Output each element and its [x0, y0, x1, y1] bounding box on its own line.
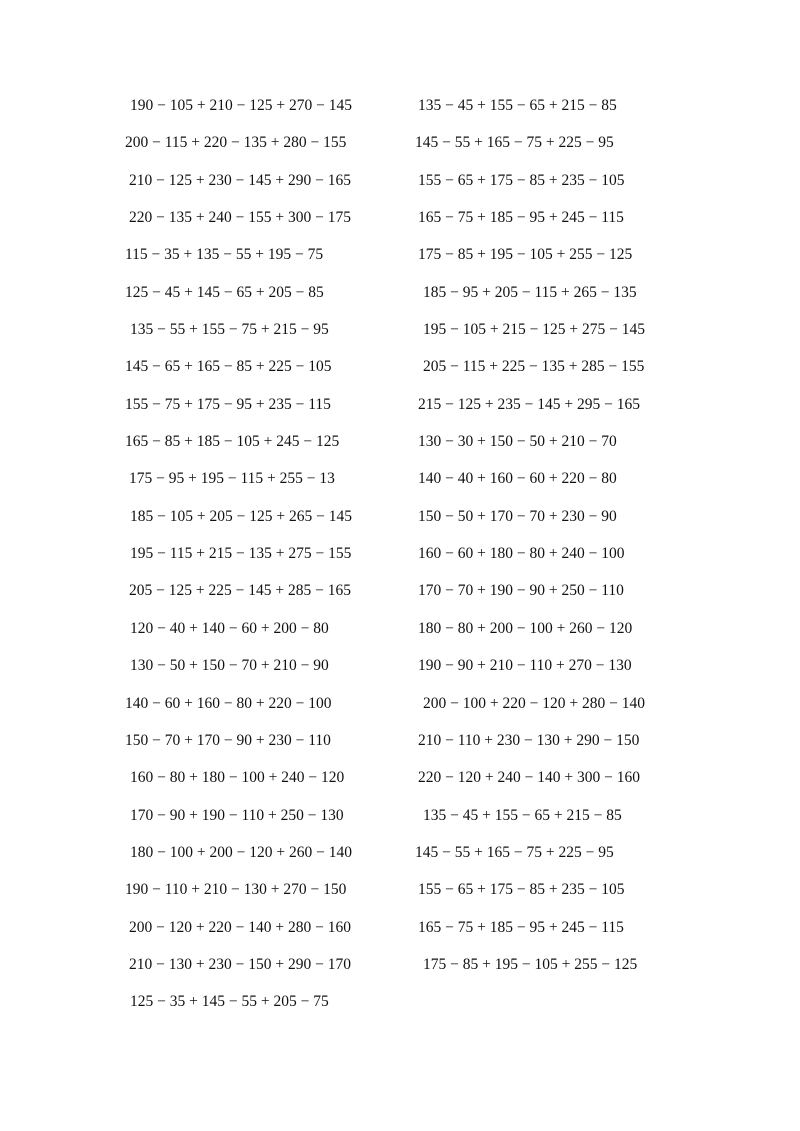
- expression-row: 180 − 100 + 200 − 120 + 260 − 140: [130, 843, 352, 861]
- expression-row: 200 − 120 + 220 − 140 + 280 − 160: [129, 918, 351, 936]
- expression-row: 220 − 120 + 240 − 140 + 300 − 160: [418, 769, 640, 787]
- expression-row: 165 − 75 + 185 − 95 + 245 − 115: [418, 918, 624, 936]
- expression-row: 185 − 105 + 205 − 125 + 265 − 145: [130, 507, 352, 525]
- expression-row: 220 − 135 + 240 − 155 + 300 − 175: [129, 209, 351, 227]
- expression-row: 210 − 125 + 230 − 145 + 290 − 165: [129, 171, 351, 189]
- right-expression-column: [413, 94, 645, 990]
- expression-row: 200 − 100 + 220 − 120 + 280 − 140: [423, 694, 645, 712]
- expression-row: 200 − 115 + 220 − 135 + 280 − 155: [125, 134, 347, 152]
- expression-row: 145 − 65 + 165 − 85 + 225 − 105: [125, 358, 332, 376]
- expression-row: 195 − 105 + 215 − 125 + 275 − 145: [423, 321, 645, 339]
- expression-row: 205 − 115 + 225 − 135 + 285 − 155: [423, 358, 645, 376]
- expression-row: 130 − 30 + 150 − 50 + 210 − 70: [418, 433, 617, 451]
- expression-row: 170 − 90 + 190 − 110 + 250 − 130: [130, 806, 344, 824]
- expression-row: 210 − 130 + 230 − 150 + 290 − 170: [129, 955, 351, 973]
- expression-row: 165 − 85 + 185 − 105 + 245 − 125: [125, 433, 340, 451]
- expression-row: 175 − 95 + 195 − 115 + 255 − 13: [129, 470, 335, 488]
- expression-row: 145 − 55 + 165 − 75 + 225 − 95: [415, 134, 614, 152]
- expression-row: 145 − 55 + 165 − 75 + 225 − 95: [415, 843, 614, 861]
- expression-row: 130 − 50 + 150 − 70 + 210 − 90: [130, 657, 329, 675]
- expression-row: 215 − 125 + 235 − 145 + 295 − 165: [418, 395, 640, 413]
- expression-row: 155 − 65 + 175 − 85 + 235 − 105: [418, 881, 625, 899]
- expression-row: 165 − 75 + 185 − 95 + 245 − 115: [418, 209, 624, 227]
- expression-row: 150 − 70 + 170 − 90 + 230 − 110: [125, 731, 331, 749]
- expression-row: 195 − 115 + 215 − 135 + 275 − 155: [130, 545, 352, 563]
- expression-row: 125 − 35 + 145 − 55 + 205 − 75: [130, 993, 329, 1011]
- expression-row: 190 − 110 + 210 − 130 + 270 − 150: [125, 881, 347, 899]
- expression-row: 115 − 35 + 135 − 55 + 195 − 75: [125, 246, 324, 264]
- expression-row: 140 − 60 + 160 − 80 + 220 − 100: [125, 694, 332, 712]
- expression-row: 135 − 45 + 155 − 65 + 215 − 85: [423, 806, 622, 824]
- expression-row: 205 − 125 + 225 − 145 + 285 − 165: [129, 582, 351, 600]
- expression-row: 135 − 55 + 155 − 75 + 215 − 95: [130, 321, 329, 339]
- expression-row: 155 − 65 + 175 − 85 + 235 − 105: [418, 171, 625, 189]
- expression-row: 120 − 40 + 140 − 60 + 200 − 80: [130, 619, 329, 637]
- expression-row: 210 − 110 + 230 − 130 + 290 − 150: [418, 731, 640, 749]
- expression-row: 190 − 105 + 210 − 125 + 270 − 145: [130, 97, 352, 114]
- expression-row: 180 − 80 + 200 − 100 + 260 − 120: [418, 619, 633, 637]
- expression-row: 150 − 50 + 170 − 70 + 230 − 90: [418, 507, 617, 525]
- expression-row: 160 − 60 + 180 − 80 + 240 − 100: [418, 545, 625, 563]
- left-expression-column: [123, 94, 352, 1028]
- expression-row: 185 − 95 + 205 − 115 + 265 − 135: [423, 283, 637, 301]
- expression-row: 155 − 75 + 175 − 95 + 235 − 115: [125, 395, 331, 413]
- expression-row: 140 − 40 + 160 − 60 + 220 − 80: [418, 470, 617, 488]
- expression-row: 135 − 45 + 155 − 65 + 215 − 85: [418, 97, 617, 114]
- expression-row: 175 − 85 + 195 − 105 + 255 − 125: [423, 955, 638, 973]
- expression-row: 170 − 70 + 190 − 90 + 250 − 110: [418, 582, 624, 600]
- expression-row: 160 − 80 + 180 − 100 + 240 − 120: [130, 769, 345, 787]
- expression-row: 125 − 45 + 145 − 65 + 205 − 85: [125, 283, 324, 301]
- expression-row: 175 − 85 + 195 − 105 + 255 − 125: [418, 246, 633, 264]
- expression-row: 190 − 90 + 210 − 110 + 270 − 130: [418, 657, 632, 675]
